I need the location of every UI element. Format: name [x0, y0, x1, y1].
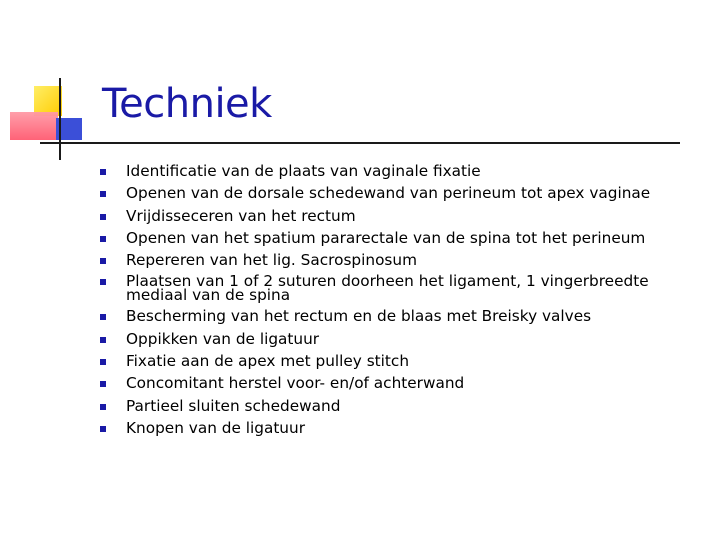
- bullet-list: [100, 160, 680, 439]
- square-bullet-icon: [100, 279, 106, 285]
- square-bullet-icon: [100, 337, 106, 343]
- bullet-text: Partieel sluiten schedewand: [126, 396, 341, 415]
- bullet-text: Bescherming van het rectum en de blaas met Breisky valves: [126, 307, 592, 326]
- slide-title: Techniek: [102, 81, 272, 127]
- square-bullet-icon: [100, 404, 106, 410]
- bullet-item: [100, 182, 680, 204]
- bullet-item: [100, 249, 680, 271]
- bullet-text: Concomitant herstel voor- en/of achterwand: [126, 374, 465, 393]
- square-bullet-icon: [100, 236, 106, 242]
- square-bullet-icon: [100, 191, 106, 197]
- bullet-item: [100, 395, 680, 417]
- bullet-text: Identificatie van de plaats van vaginale fixatie: [126, 162, 481, 180]
- square-bullet-icon: [100, 258, 106, 264]
- bullet-item: [100, 227, 680, 249]
- title-underline: [40, 142, 680, 144]
- square-bullet-icon: [100, 426, 106, 432]
- square-bullet-icon: [100, 169, 106, 175]
- bullet-text: Fixatie aan de apex met pulley stitch: [126, 352, 410, 371]
- bullet-item: [100, 271, 680, 305]
- square-bullet-icon: [100, 359, 106, 365]
- bullet-text: Repereren van het lig. Sacrospinosum: [126, 251, 417, 270]
- bullet-item: [100, 350, 680, 372]
- bullet-text: Openen van het spatium pararectale van de spina tot het perineum: [126, 228, 646, 247]
- square-bullet-icon: [100, 214, 106, 220]
- bullet-text: Oppikken van de ligatuur: [126, 329, 320, 348]
- deco-red-square: [10, 112, 58, 140]
- bullet-item: [100, 417, 680, 439]
- deco-vertical-line: [59, 78, 61, 160]
- bullet-text: Plaatsen van 1 of 2 suturen doorheen het ligament, 1 vingerbreedte mediaal van de spina: [126, 272, 649, 305]
- bullet-item: [100, 205, 680, 227]
- bullet-item: [100, 305, 680, 327]
- bullet-item: [100, 160, 680, 182]
- bullet-item: [100, 328, 680, 350]
- bullet-text: Knopen van de ligatuur: [126, 418, 305, 437]
- bullet-item: [100, 372, 680, 394]
- square-bullet-icon: [100, 314, 106, 320]
- square-bullet-icon: [100, 381, 106, 387]
- bullet-text: Openen van de dorsale schedewand van perineum tot apex vaginae: [126, 184, 651, 203]
- bullet-text: Vrijdisseceren van het rectum: [126, 206, 356, 225]
